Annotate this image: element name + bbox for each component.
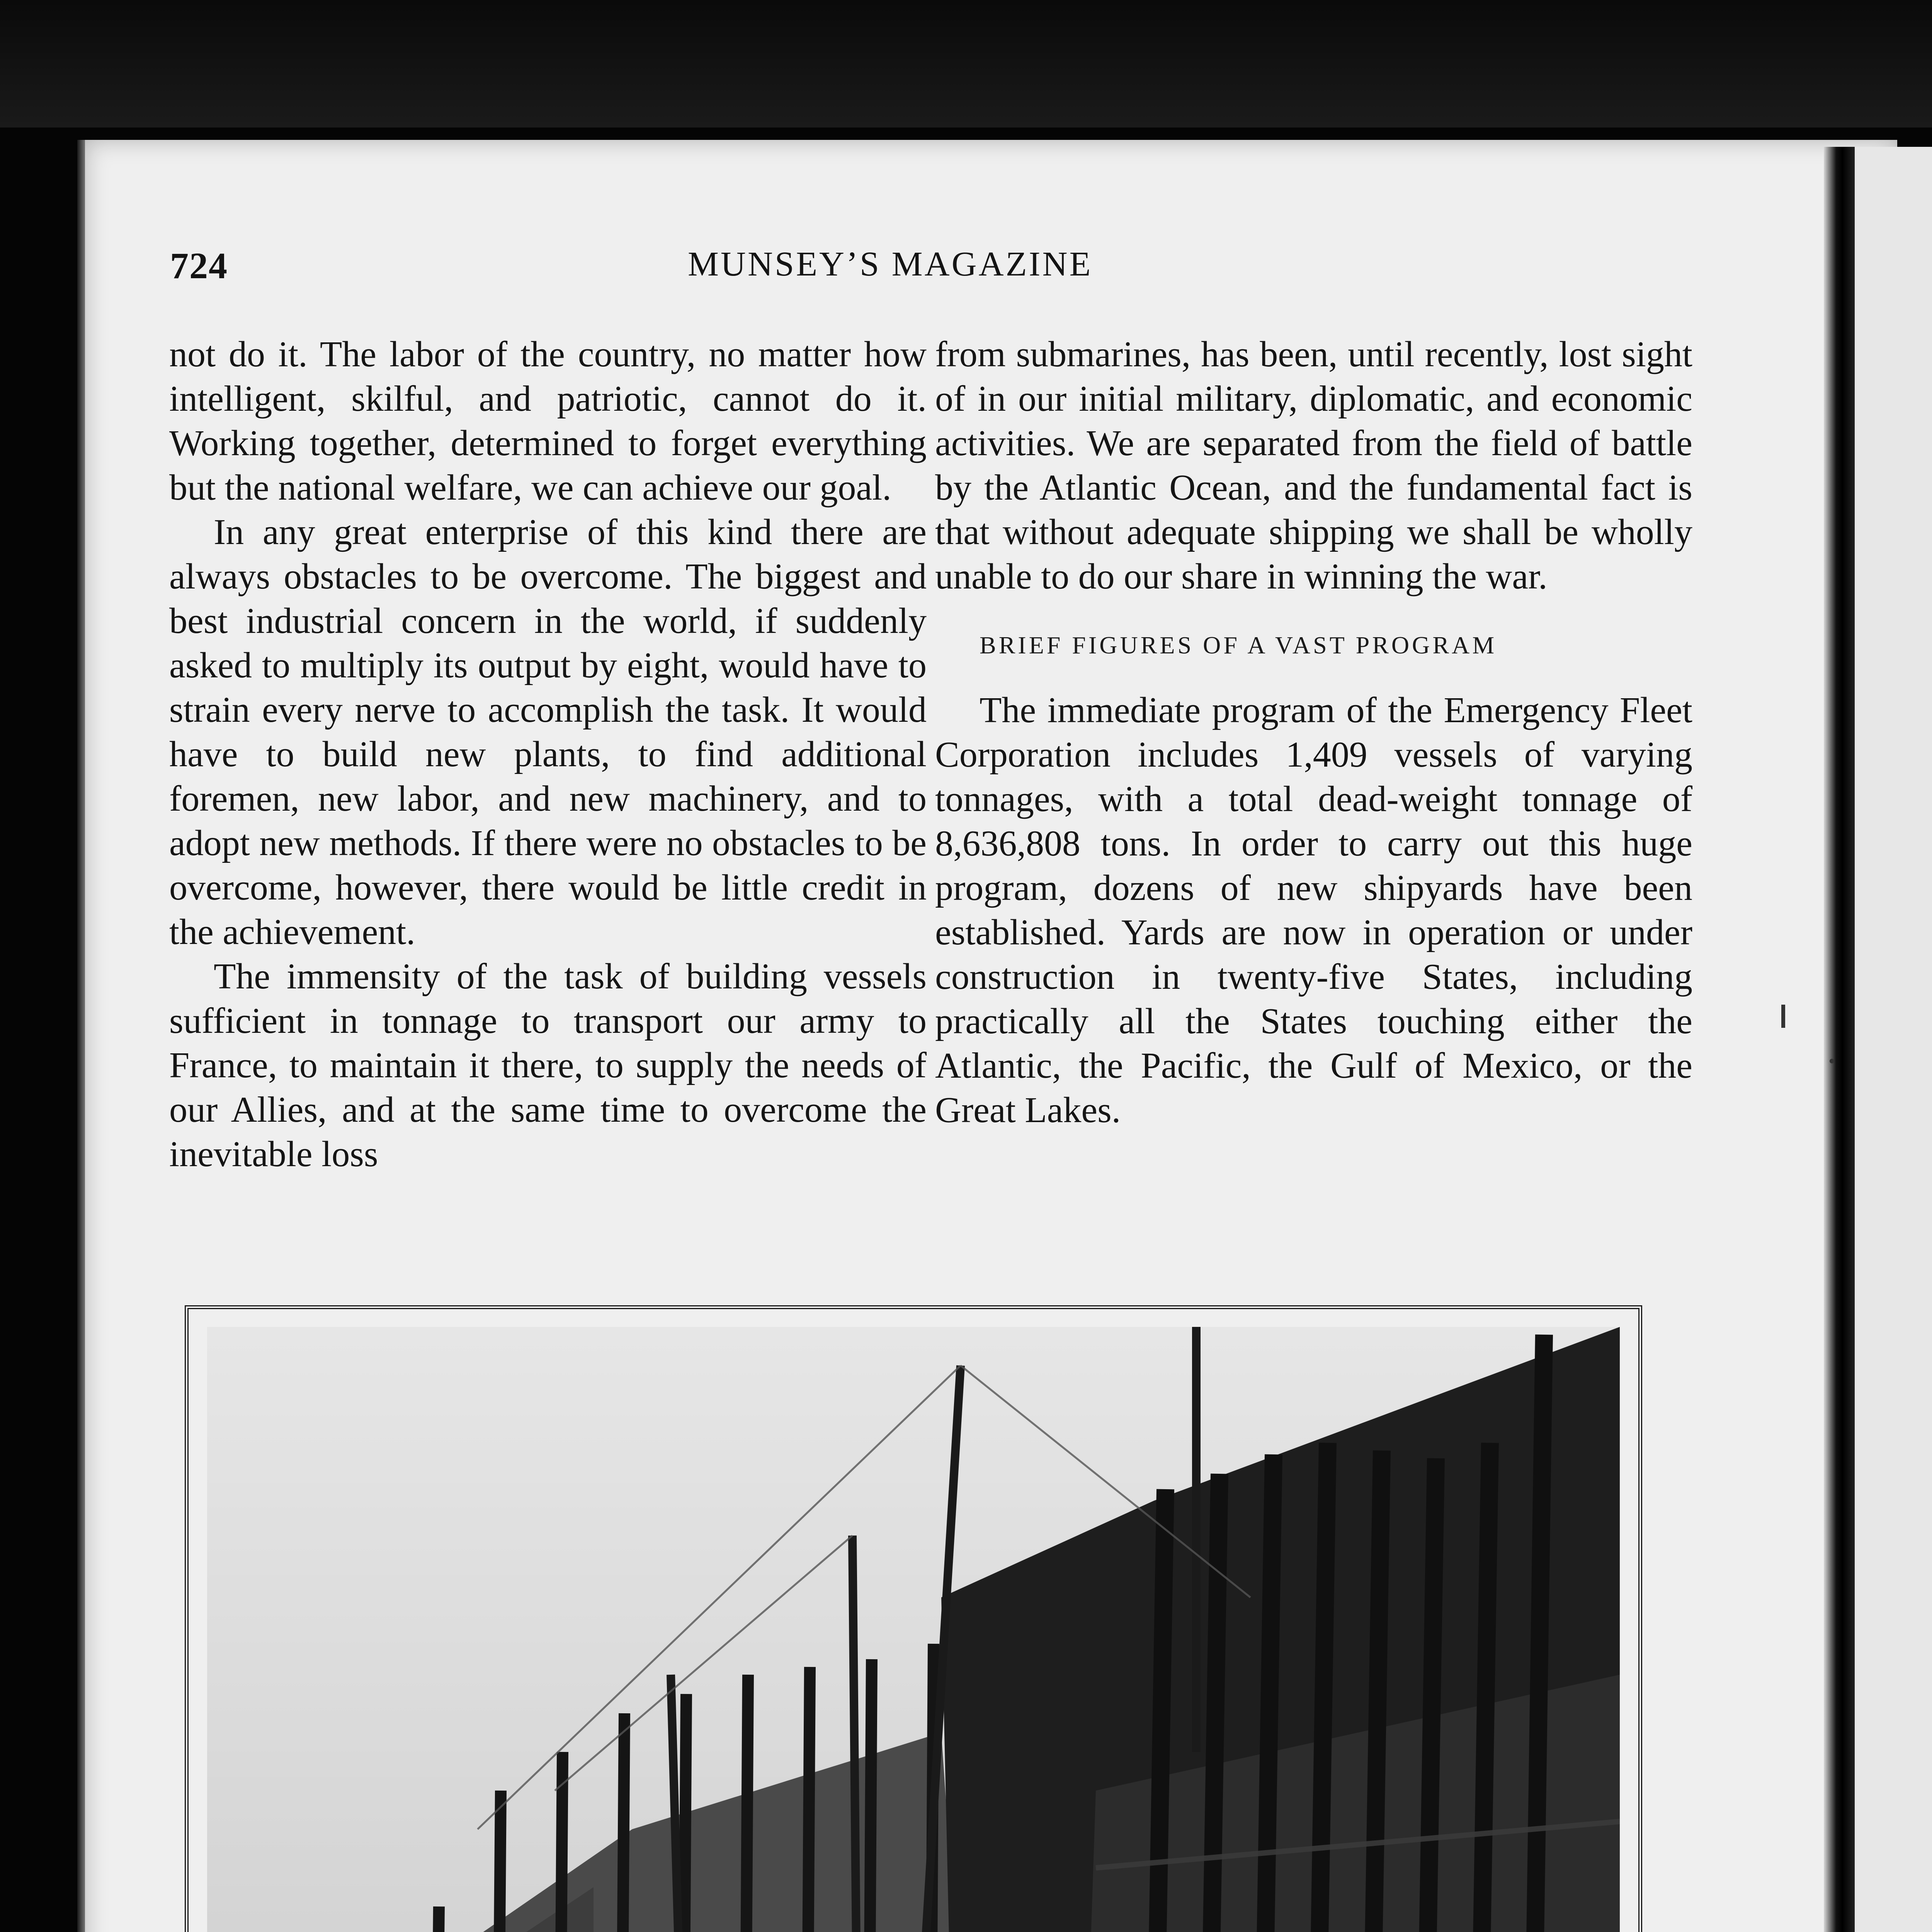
scan-background (0, 0, 1932, 128)
running-head: MUNSEY’S MAGAZINE (688, 245, 1093, 283)
page-mark (1781, 1005, 1785, 1028)
shipyard-photo (207, 1327, 1620, 1932)
left-column (169, 332, 927, 1177)
shipyard-photo-image (207, 1327, 1620, 1932)
page-number: 724 (170, 245, 228, 286)
section-subhead: BRIEF FIGURES OF A VAST PROGRAM (980, 631, 1497, 659)
right-column (935, 332, 1692, 1133)
page-gutter (1824, 147, 1855, 1932)
paragraph: The immediate program of the Emergency Fleet Corporation includes 1,409 vessels of varying tonnages, with a total dead-weight tonnage of 8,636,808 tons. In order to carry out this huge program, dozens of new shipyards have been established. Yards are now in operation or under construction in twenty-five States, including practically all the States touching either the Atlantic, the Pacific, the Gulf of Mexico, or the Great Lakes. (935, 690, 1692, 1130)
photo-frame (185, 1305, 1642, 1932)
adjacent-page (1855, 147, 1932, 1932)
paragraph: In any great enterprise of this kind there are always obstacles to be overcome. The biggest and best industrial concern in the world, if suddenly asked to multiply its output by eight, would have to strain every nerve to accomplish the task. It would have to build new plants, to find additional foremen, new labor, and new machinery, and to adopt new methods. If there were no obstacles to be overcome, however, there would be little credit in the achievement. (169, 512, 927, 952)
paragraph: The immensity of the task of building vessels sufficient in tonnage to transport our army to France, to maintain it there, to supply the needs of our Allies, and at the same time to overcome the inevitable loss (169, 956, 927, 1174)
paragraph: not do it. The labor of the country, no matter how intelligent, skilful, and patriotic, cannot do it. Working together, determined to forget everything but the national welfare, we can achieve our goal. (169, 334, 927, 508)
page-mark-dot (1830, 1059, 1834, 1063)
paragraph: from submarines, has been, until recently, lost sight of in our initial military, diplomatic, and economic activities. We are separated from the field of battle by the Atlantic Ocean, and the fundamental fact is that without adequate shipping we shall be wholly unable to do our share in winning the war. (935, 334, 1692, 597)
